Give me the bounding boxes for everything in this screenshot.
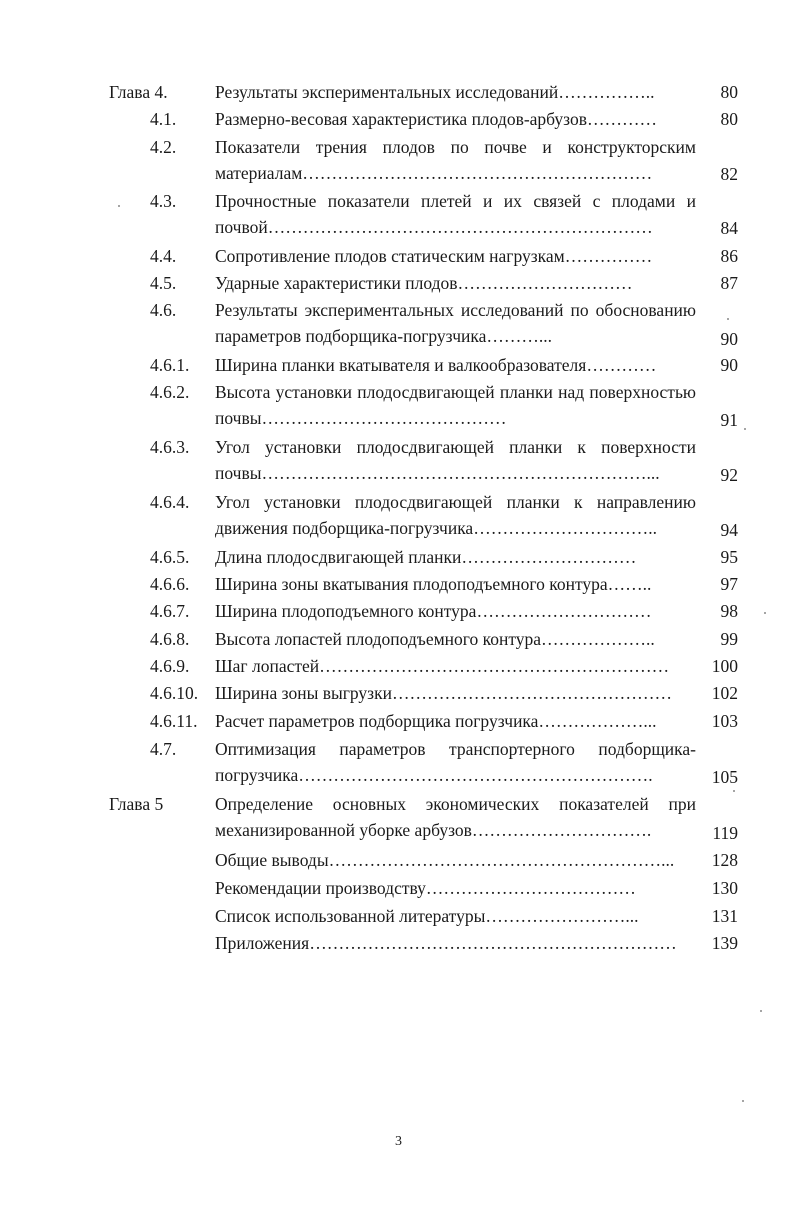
entry-title: Показатели трения плодов по почве и конструкторским материалам…………………………………………………… [215, 137, 696, 183]
section-number: 4.6.4. [150, 492, 190, 512]
section-number: 4.3. [150, 191, 177, 211]
page-ref: 99 [720, 629, 738, 649]
entry-title: Определение основных экономических показателей при механизированной уборке арбузов…………………………. [215, 794, 696, 840]
page-ref: 87 [720, 273, 738, 293]
scan-speck [733, 790, 735, 792]
page-ref: 97 [720, 574, 738, 594]
section-number: 4.6.5. [150, 547, 190, 567]
section-number: 4.4. [150, 246, 177, 266]
page-ref: 80 [720, 109, 738, 129]
section-number: 4.6.3. [150, 437, 190, 457]
page-ref: 100 [711, 656, 738, 676]
entry-title: Оптимизация параметров транспортерного подборщика-погрузчика……………………………………………………. [215, 739, 696, 785]
section-number: 4.6.2. [150, 382, 190, 402]
page-ref: 130 [711, 878, 738, 898]
page-ref: 92 [720, 465, 738, 485]
entry-title: Результаты экспериментальных исследований по обоснованию параметров подборщика-погрузчика………... [215, 300, 696, 346]
entry-title: Ширина зоны вкатывания плодоподъемного контура…….. [215, 574, 652, 594]
section-number: 4.6.7. [150, 601, 190, 621]
entry-title: Ударные характеристики плодов………………………… [215, 273, 633, 293]
entry-title: Список использованной литературы……………………... [215, 906, 639, 926]
page-number: 3 [395, 1134, 402, 1149]
entry-title: Высота лопастей плодоподъемного контура……………….. [215, 629, 655, 649]
section-number: 4.5. [150, 273, 177, 293]
scan-speck [118, 205, 120, 207]
scan-speck [744, 428, 746, 430]
section-number: 4.7. [150, 739, 177, 759]
chapter-number: Глава 5 [109, 794, 164, 814]
scan-speck [727, 318, 729, 320]
entry-title: Размерно-весовая характеристика плодов-арбузов………… [215, 109, 657, 129]
entry-title: Ширина плодоподъемного контура………………………… [215, 601, 652, 621]
page-ref: 90 [720, 329, 738, 349]
section-number: 4.2. [150, 137, 177, 157]
page-ref: 105 [711, 767, 738, 787]
entry-title: Общие выводы…………………………………………………... [215, 850, 675, 870]
page-ref: 128 [711, 850, 738, 870]
section-number: 4.1. [150, 109, 177, 129]
entry-title: Рекомендации производству……………………………… [215, 878, 636, 898]
entry-title: Сопротивление плодов статическим нагрузкам…………… [215, 246, 653, 266]
page-ref: 86 [720, 246, 738, 266]
page-ref: 82 [720, 164, 738, 184]
entry-title: Расчет параметров подборщика погрузчика………………... [215, 711, 657, 731]
page-ref: 84 [720, 218, 738, 238]
entry-title: Ширина планки вкатывателя и валкообразователя………… [215, 355, 657, 375]
page-ref: 131 [711, 906, 738, 926]
entry-title: Высота установки плодосдвигающей планки над поверхностью почвы…………………………………… [215, 382, 696, 428]
chapter-number: Глава 4. [109, 82, 168, 102]
scan-speck [742, 1100, 744, 1102]
page-ref: 119 [712, 823, 738, 843]
section-number: 4.6.8. [150, 629, 190, 649]
page-ref: 90 [720, 355, 738, 375]
section-number: 4.6.11. [150, 711, 198, 731]
entry-title: Результаты экспериментальных исследований…………….. [215, 82, 655, 102]
page-ref: 98 [720, 601, 738, 621]
section-number: 4.6.10. [150, 683, 199, 703]
entry-title: Ширина зоны выгрузки………………………………………… [215, 683, 672, 703]
section-number: 4.6.1. [150, 355, 190, 375]
entry-title: Прочностные показатели плетей и их связей с плодами и почвой………………………………………………………… [215, 191, 696, 237]
page-ref: 94 [720, 520, 738, 540]
page-ref: 80 [720, 82, 738, 102]
entry-title: Длина плодосдвигающей планки………………………… [215, 547, 637, 567]
scan-speck [764, 612, 766, 614]
entry-title: Угол установки плодосдвигающей планки к направлению движения подборщика-погрузчика………………………….. [215, 492, 696, 538]
entry-title: Шаг лопастей…………………………………………………… [215, 656, 670, 676]
section-number: 4.6.6. [150, 574, 190, 594]
entry-title: Приложения……………………………………………………… [215, 933, 677, 953]
page-ref: 91 [720, 410, 738, 430]
entry-title: Угол установки плодосдвигающей планки к поверхности почвы…………………………………………………………... [215, 437, 696, 483]
section-number: 4.6.9. [150, 656, 190, 676]
page-ref: 95 [720, 547, 738, 567]
page-ref: 102 [711, 683, 738, 703]
page-ref: 139 [711, 933, 738, 953]
section-number: 4.6. [150, 300, 177, 320]
page-ref: 103 [711, 711, 738, 731]
scan-speck [760, 1010, 762, 1012]
